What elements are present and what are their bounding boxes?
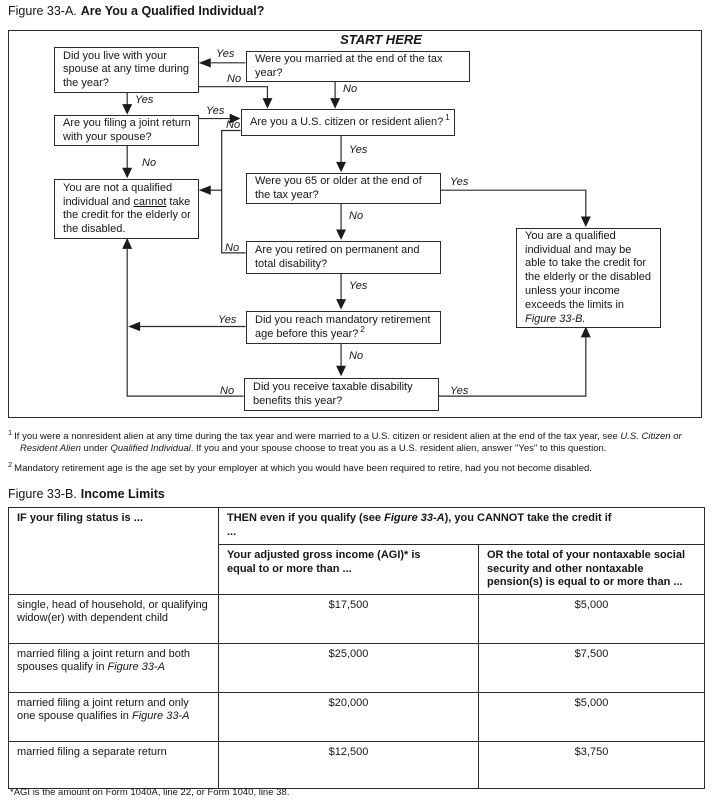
label-live-spouse-yes: Yes [135, 94, 154, 106]
cell-filing-status [9, 594, 219, 643]
status-text: married filing a joint return and only one spouse qualifies in [17, 696, 189, 722]
label-mandatory-no: No [349, 350, 364, 362]
box-text-main: Did you reach mandatory retirement age before this year? [255, 314, 431, 340]
status-figure-ref: Figure 33-A [131, 710, 190, 722]
footnote-italic-ref: Qualified Individual [110, 442, 191, 454]
cell-agi-amount: $17,500 [219, 594, 479, 643]
box-text-part: take the credit for the elderly or the disabled. [63, 195, 191, 235]
label-disability-yes: Yes [450, 385, 469, 397]
figure-b-title [8, 487, 165, 501]
label-mandatory-yes: Yes [218, 314, 237, 326]
footnote-2-marker: 2 [8, 460, 13, 469]
box-text [63, 182, 193, 236]
table-row [9, 692, 705, 741]
header-text [227, 512, 612, 539]
cell-filing-status [9, 692, 219, 741]
footnote-italic-ref: U.S. Citizen or Resident Alien [20, 431, 682, 454]
label-65-no: No [349, 210, 364, 222]
box-text-main: Are you a U.S. citizen or resident alien? [250, 115, 444, 128]
box-text-underlined: cannot [133, 195, 167, 208]
flow-box-qualified [516, 228, 661, 328]
footnote-ref-2: 2 [360, 324, 365, 334]
box-text [255, 314, 435, 341]
header-figure-ref: Figure 33-A [384, 512, 445, 524]
header-text: IF your filing status is ... [17, 512, 143, 524]
table-row [9, 741, 705, 788]
flow-box-married [246, 51, 470, 82]
status-text: married filing a joint return and both spouses qualify in [17, 647, 191, 673]
box-text-part: You are a qualified individual and may be able to take the credit for the elderly or the disabled unless your income exceeds the limits in [525, 229, 651, 311]
income-limits-table [8, 507, 705, 789]
box-text: Were you 65 or older at the end of the tax year? [255, 175, 422, 201]
label-retired-yes: Yes [349, 280, 368, 292]
flow-box-retired-disability [246, 241, 441, 274]
box-text: Were you married at the end of the tax year? [255, 53, 443, 79]
box-text: Are you retired on permanent and total disability? [255, 244, 420, 270]
label-joint-no: No [142, 157, 157, 169]
header-text: Your adjusted gross income (AGI)* is equal to or more than ... [227, 549, 421, 575]
footnote-1 [8, 427, 702, 454]
status-figure-ref: Figure 33-A [107, 661, 165, 673]
header-text: OR the total of your nontaxable social security and other nontaxable pension(s) is equal to or more than ... [487, 549, 686, 588]
footnote-2 [8, 459, 702, 475]
figure-a-label: Figure 33-A. [8, 4, 77, 18]
footnote-2-text: Mandatory retirement age is the age set by your employer at which you would have been required to retire, had you not become disabled. [14, 463, 592, 475]
figure-b-heading: Income Limits [80, 487, 165, 501]
box-text-part: You are not a qualified individual and [63, 182, 173, 208]
label-live-spouse-no: No [227, 73, 242, 85]
cell-agi-amount: $12,500 [219, 741, 479, 788]
figure-a-title [8, 4, 264, 18]
box-text [250, 113, 450, 130]
label-disability-no: No [220, 385, 235, 397]
label-joint-yes: Yes [206, 105, 225, 117]
table-row [9, 594, 705, 643]
cell-pension-amount: $7,500 [479, 643, 705, 692]
flow-box-live-with-spouse [54, 47, 199, 93]
table-header-row-1 [9, 508, 705, 545]
qualification-flowchart [8, 30, 702, 418]
label-citizen-no: No [226, 119, 241, 131]
agi-footnote: *AGI is the amount on Form 1040A, line 22, or Form 1040, line 38. [10, 787, 290, 798]
flow-box-not-qualified [54, 179, 199, 239]
flow-box-age-65 [246, 173, 441, 204]
box-text-figure-ref: Figure 33-B. [525, 312, 586, 325]
box-text: Did you live with your spouse at any time during the year? [63, 49, 189, 89]
header-text-part: THEN even if you qualify (see [227, 512, 385, 524]
status-text: single, head of household, or qualifying widow(er) with dependent child [17, 598, 208, 624]
cell-pension-amount: $5,000 [479, 594, 705, 643]
cell-pension-amount: $3,750 [479, 741, 705, 788]
header-agi [219, 545, 479, 595]
header-text-part: ), you CANNOT take the credit if ... [227, 512, 612, 538]
cell-filing-status [9, 643, 219, 692]
footnote-1-text [14, 431, 681, 454]
label-citizen-yes: Yes [349, 144, 368, 156]
box-text [525, 230, 655, 327]
flow-box-joint-return [54, 115, 199, 146]
footnote-ref-1: 1 [445, 113, 450, 123]
cell-filing-status [9, 741, 219, 788]
footnote-1-marker: 1 [8, 428, 13, 437]
label-married-no: No [343, 83, 358, 95]
box-text: Did you receive taxable disability benefits this year? [253, 381, 413, 407]
cell-agi-amount: $25,000 [219, 643, 479, 692]
header-pension [479, 545, 705, 595]
footnote-text-part: under [80, 442, 111, 454]
figure-a-heading: Are You a Qualified Individual? [80, 4, 265, 18]
flow-box-mandatory-retirement [246, 311, 441, 344]
status-text: married filing a separate return [17, 745, 167, 758]
flow-box-taxable-benefits [244, 378, 439, 411]
cell-pension-amount: $5,000 [479, 692, 705, 741]
header-then-condition [219, 508, 705, 545]
header-filing-status [9, 508, 219, 595]
cell-agi-amount: $20,000 [219, 692, 479, 741]
footnote-text-part: If you were a nonresident alien at any time during the tax year and were married to a U.S. citizen or resident alien at the end of the tax year, see [14, 431, 621, 443]
box-text: Are you filing a joint return with your spouse? [63, 117, 191, 143]
start-here-label: START HERE [340, 32, 422, 47]
figure-b-label: Figure 33-B. [8, 487, 77, 501]
footnote-text-part: . If you and your spouse choose to treat you as a U.S. resident alien, answer "Yes" to this question. [190, 442, 607, 454]
label-retired-no: No [225, 242, 240, 254]
label-65-yes: Yes [450, 176, 469, 188]
label-married-yes: Yes [216, 48, 235, 60]
table-row [9, 643, 705, 692]
flow-box-citizen [241, 109, 455, 136]
